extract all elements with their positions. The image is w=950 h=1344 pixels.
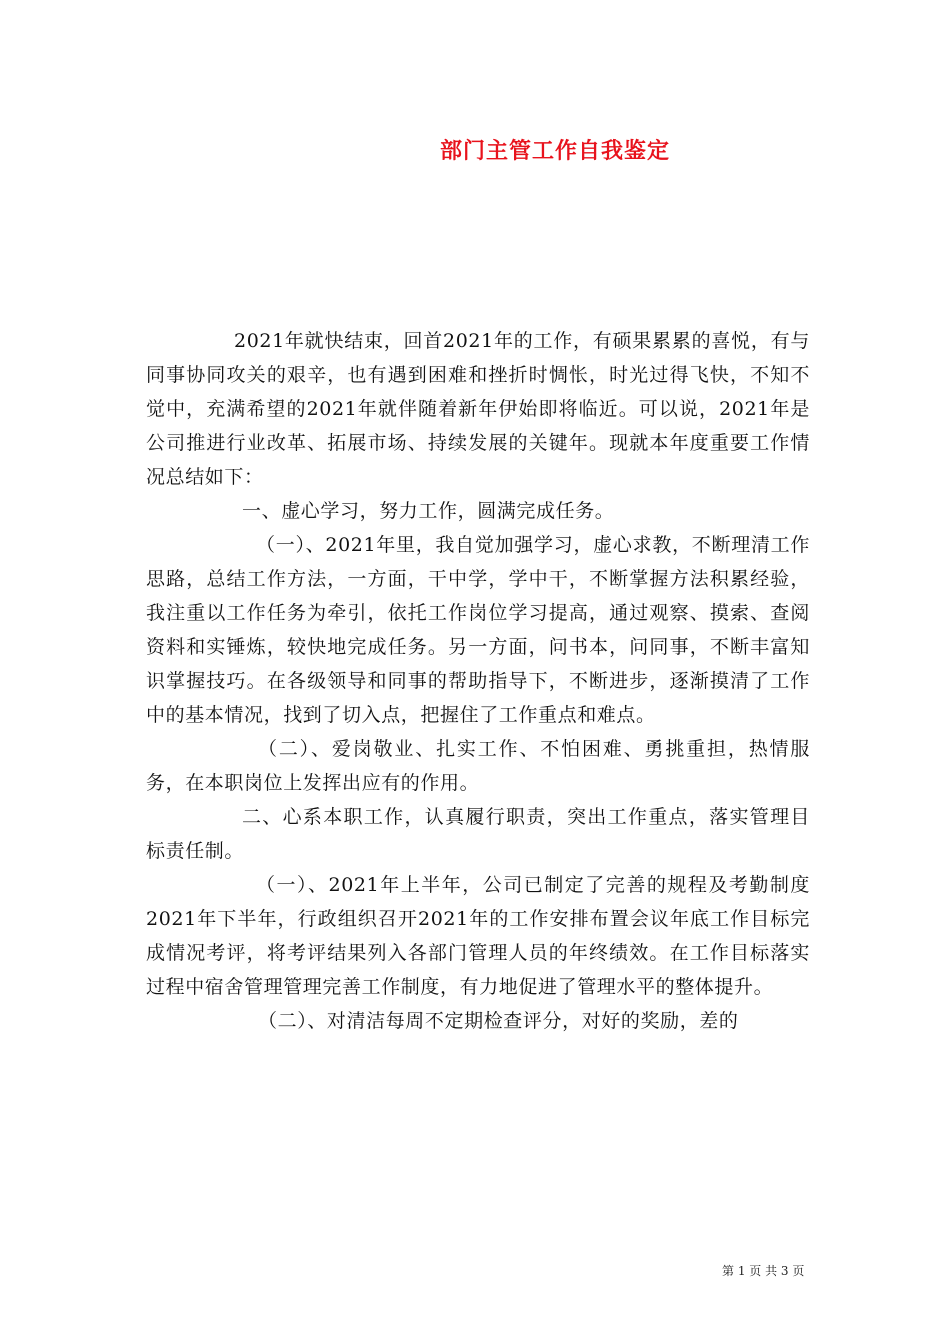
document-body <box>146 324 810 1038</box>
page-title: 部门主管工作自我鉴定 <box>440 139 671 164</box>
heading-section-1: 一、虚心学习，努力工作，圆满完成任务。 <box>242 500 615 522</box>
paragraph-section-2-item-2: （二）、对清洁每周不定期检查评分，对好的奖励，差的 <box>258 1010 739 1032</box>
heading-section-2: 二、心系本职工作，认真履行职责，突出工作重点，落实管理目标责任制。 <box>146 806 810 862</box>
paragraph-section-1-item-2: （二）、爱岗敬业、扎实工作、不怕困难、勇挑重担，热情服务，在本职岗位上发挥出应有的作用。 <box>146 738 810 794</box>
paragraph-section-1-item-1: （一）、2021年里，我自觉加强学习，虚心求教，不断理清工作思路，总结工作方法，一方面，干中学，学中干，不断掌握方法积累经验，我注重以工作任务为牵引，依托工作岗位学习提高，通过观察、摸索、查阅资料和实锤炼，较快地完成任务。另一方面，问书本，问同事，不断丰富知识掌握技巧。在各级领导和同事的帮助指导下，不断进步，逐渐摸清了工作中的基本情况，找到了切入点，把握住了工作重点和难点。 <box>146 534 810 726</box>
paragraph-intro: 2021年就快结束，回首2021年的工作，有硕果累累的喜悦，有与同事协同攻关的艰辛，也有遇到困难和挫折时惆怅，时光过得飞快，不知不觉中，充满希望的2021年就伴随着新年伊始即将临近。可以说，2021年是公司推进行业改革、拓展市场、持续发展的关键年。现就本年度重要工作情况总结如下： <box>146 330 810 488</box>
page-number-footer: 第 1 页 共 3 页 <box>722 1264 805 1278</box>
paragraph-section-2-item-1: （一）、2021年上半年，公司已制定了完善的规程及考勤制度2021年下半年，行政组织召开2021年的工作安排布置会议年底工作目标完成情况考评，将考评结果列入各部门管理人员的年终绩效。在工作目标落实过程中宿舍管理管理完善工作制度，有力地促进了管理水平的整体提升。 <box>146 874 810 998</box>
